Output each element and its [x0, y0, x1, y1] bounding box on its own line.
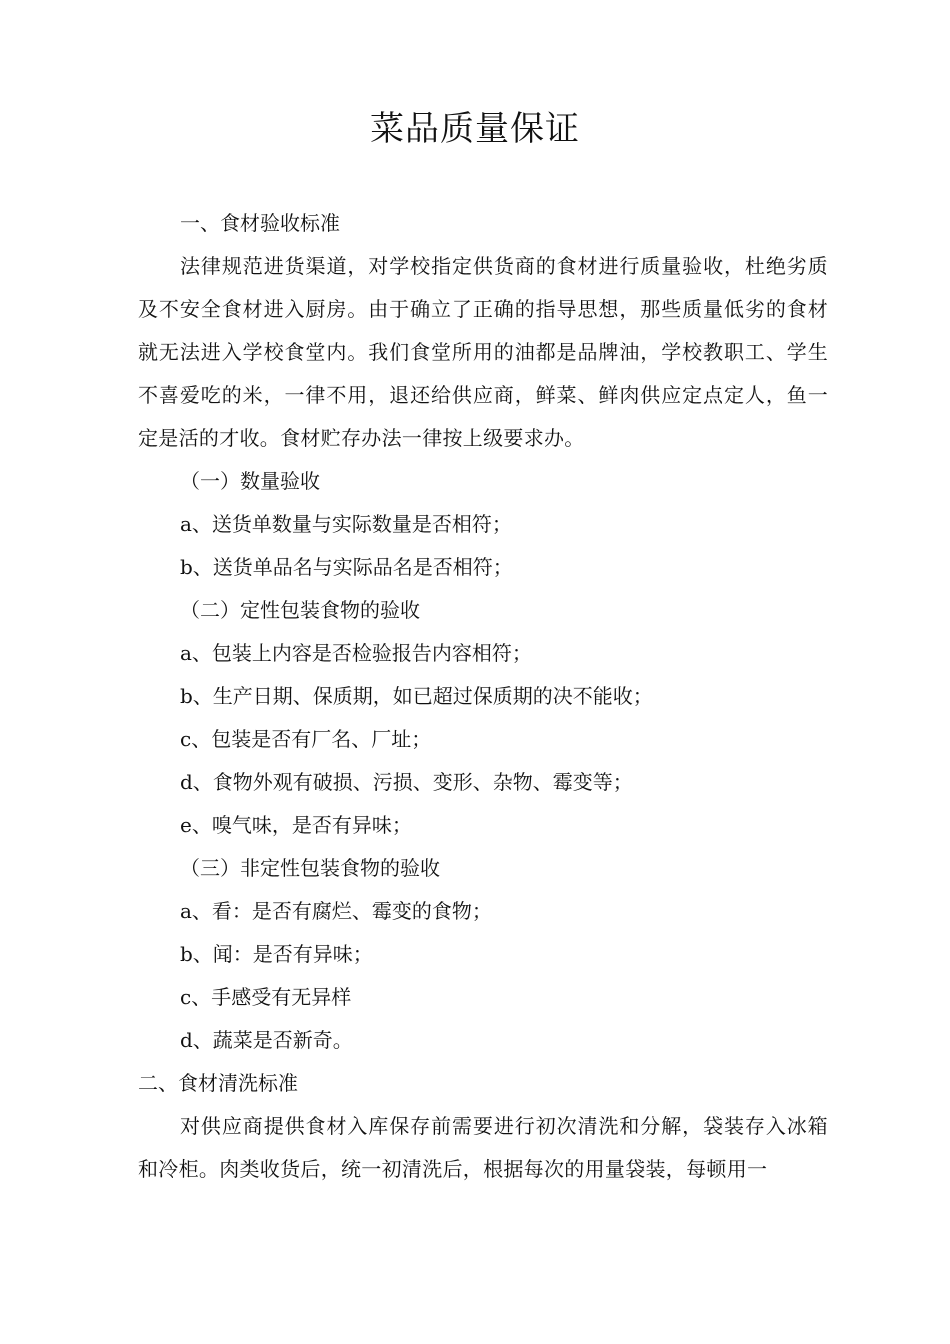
list-item: b、生产日期、保质期，如已超过保质期的决不能收；	[180, 684, 653, 708]
subsection-heading-1: （一）数量验收	[180, 469, 320, 493]
subsection-heading-3: （三）非定性包装食物的验收	[180, 856, 440, 880]
list-item: b、闻：是否有异味；	[180, 942, 373, 966]
list-item: a、看：是否有腐烂、霉变的食物；	[180, 899, 492, 923]
list-item: a、送货单数量与实际数量是否相符；	[180, 512, 512, 536]
section-heading-2: 二、食材清洗标准	[138, 1071, 298, 1095]
list-item: e、嗅气味，是否有异味；	[180, 813, 412, 837]
document-body	[138, 202, 828, 1191]
list-item: c、包装是否有厂名、厂址；	[180, 727, 432, 751]
section1-paragraph: 法律规范进货渠道，对学校指定供货商的食材进行质量验收，杜绝劣质及不安全食材进入厨房。由于确立了正确的指导思想，那些质量低劣的食材就无法进入学校食堂内。我们食堂所用的油都是品牌油，学校教职工、学生不喜爱吃的米，一律不用，退还给供应商，鲜菜、鲜肉供应定点定人，鱼一定是活的才收。食材贮存办法一律按上级要求办。	[138, 254, 828, 450]
list-item: b、送货单品名与实际品名是否相符；	[180, 555, 513, 579]
document-title: 菜品质量保证	[370, 109, 580, 149]
section2-paragraph: 对供应商提供食材入库保存前需要进行初次清洗和分解，袋装存入冰箱和冷柜。肉类收货后，统一初清洗后，根据每次的用量袋装，每顿用一	[138, 1114, 828, 1181]
list-item: c、手感受有无异样	[180, 985, 352, 1009]
list-item: a、包装上内容是否检验报告内容相符；	[180, 641, 532, 665]
list-item: d、食物外观有破损、污损、变形、杂物、霉变等；	[180, 770, 633, 794]
subsection-heading-2: （二）定性包装食物的验收	[180, 598, 420, 622]
list-item: d、蔬菜是否新奇。	[180, 1028, 353, 1052]
section-heading-1: 一、食材验收标准	[180, 211, 340, 235]
